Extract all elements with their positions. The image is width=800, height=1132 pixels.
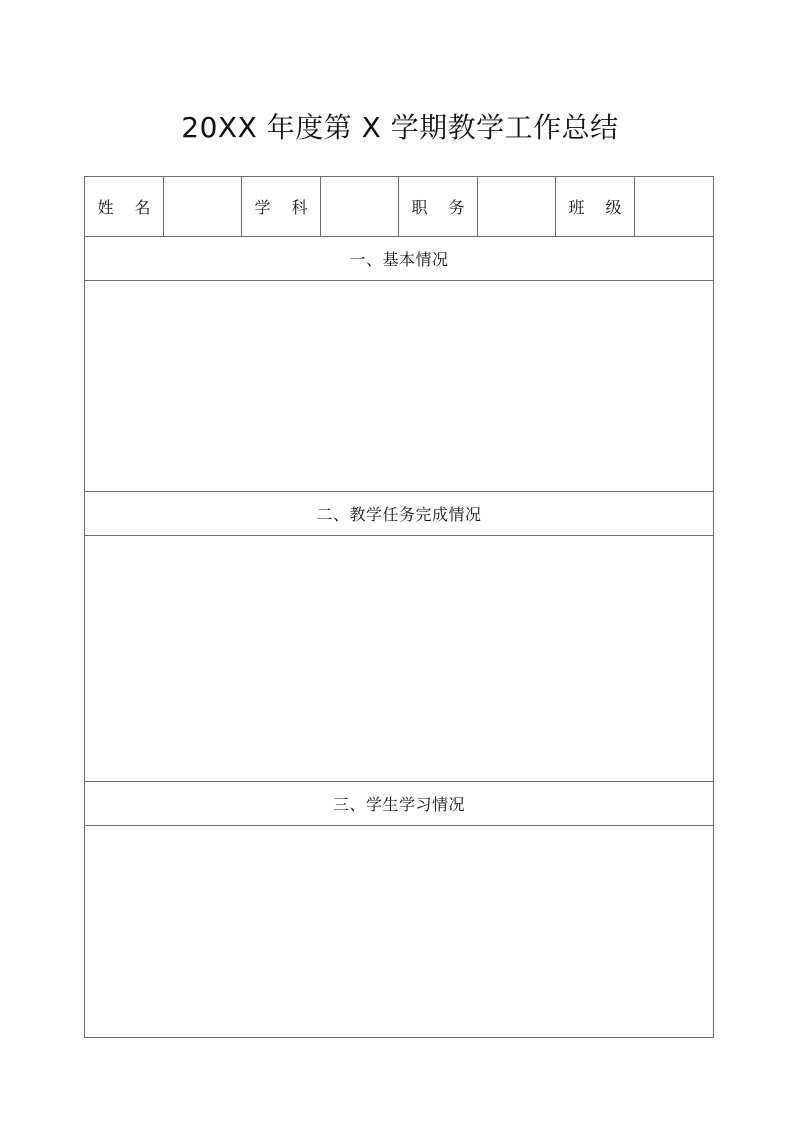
- subject-value-cell[interactable]: [321, 177, 399, 237]
- class-value-cell[interactable]: [635, 177, 714, 237]
- page-title: 20XX 年度第 X 学期教学工作总结: [181, 111, 619, 144]
- section-heading-tasks-text: 二、教学任务完成情况: [85, 492, 714, 536]
- section-heading-students: [85, 782, 714, 826]
- section-body-basic: [85, 281, 714, 492]
- section-body-students: [85, 826, 714, 1038]
- summary-form-table: [84, 176, 714, 1038]
- subject-label: 学 科: [242, 177, 321, 237]
- name-value-cell[interactable]: [164, 177, 242, 237]
- position-value-cell[interactable]: [478, 177, 556, 237]
- section-body-basic-cell[interactable]: [85, 281, 714, 492]
- name-label: 姓 名: [85, 177, 164, 237]
- section-heading-tasks: [85, 492, 714, 536]
- section-body-tasks-cell[interactable]: [85, 536, 714, 782]
- position-label: 职 务: [399, 177, 478, 237]
- section-body-tasks: [85, 536, 714, 782]
- section-body-students-cell[interactable]: [85, 826, 714, 1038]
- section-heading-basic-text: 一、基本情况: [85, 237, 714, 281]
- info-row: [85, 177, 714, 237]
- section-heading-students-text: 三、学生学习情况: [85, 782, 714, 826]
- class-label: 班 级: [556, 177, 635, 237]
- section-heading-basic: [85, 237, 714, 281]
